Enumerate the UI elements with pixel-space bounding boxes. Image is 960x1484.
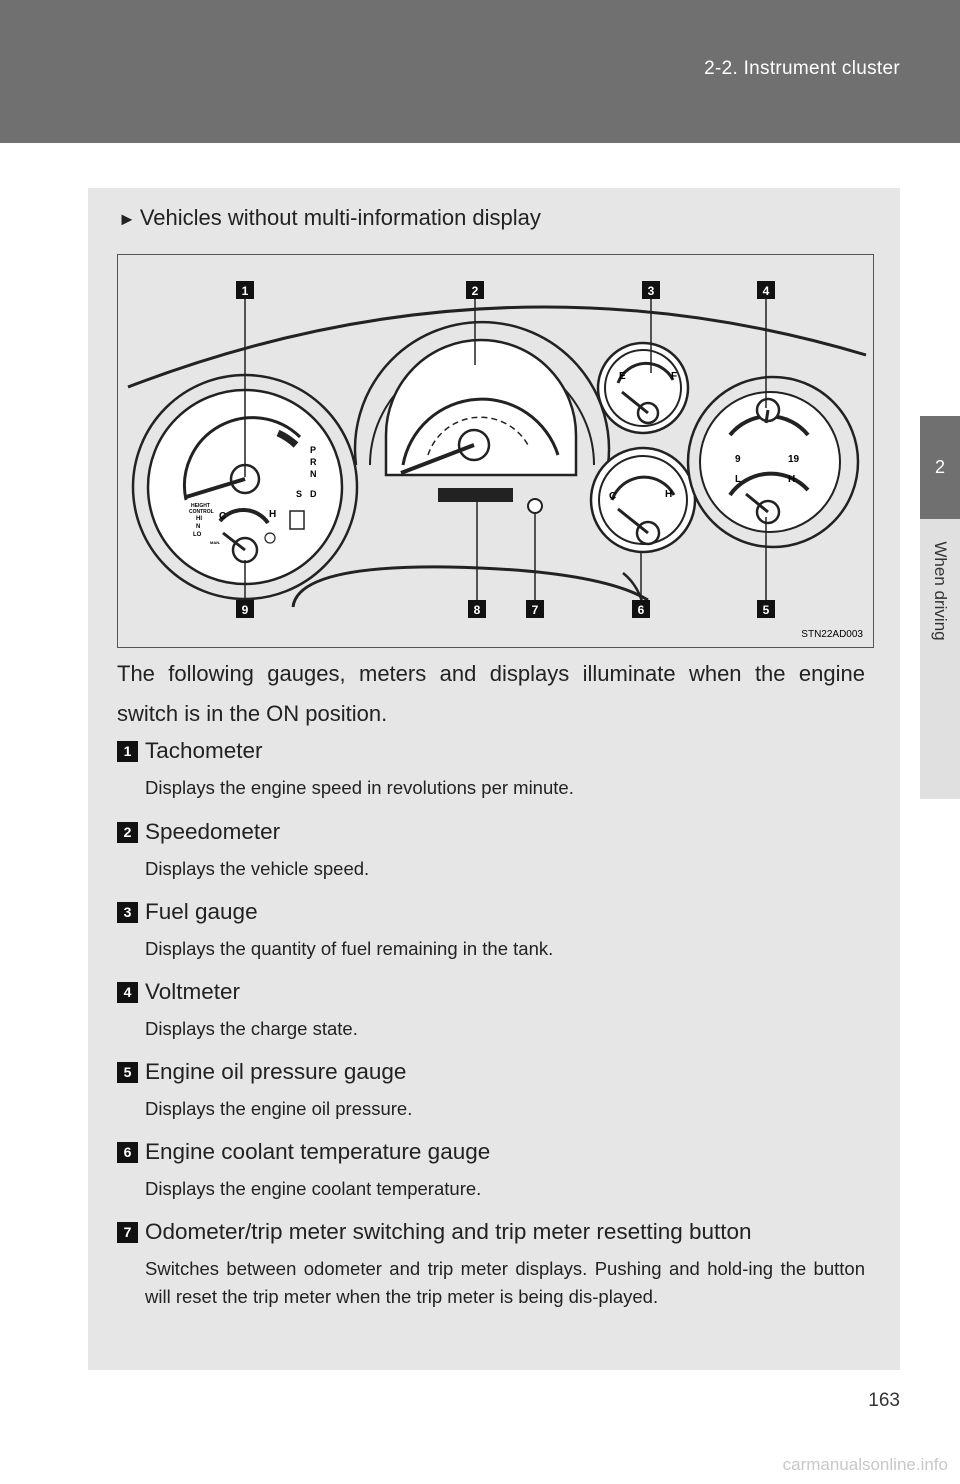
- item-title: Engine oil pressure gauge: [145, 1059, 407, 1084]
- svg-text:1: 1: [241, 284, 249, 298]
- item-description: Displays the vehicle speed.: [145, 858, 370, 879]
- chapter-tab-title[interactable]: [920, 519, 960, 799]
- item-description: Displays the engine speed in revolutions per minute.: [145, 777, 574, 798]
- fuel-full-label: F: [671, 371, 678, 382]
- gear-letter-d: D: [310, 489, 317, 499]
- item-title: Voltmeter: [145, 979, 241, 1004]
- coolant-cold-label: C: [609, 491, 617, 502]
- tacho-temp-hot: H: [269, 509, 277, 520]
- item-description: Displays the engine oil pressure.: [145, 1098, 413, 1119]
- item-number-badge: 7: [117, 1222, 138, 1243]
- svg-text:6: 6: [637, 603, 645, 617]
- item-title: Speedometer: [145, 819, 281, 844]
- item-title: Odometer/trip meter switching and trip meter resetting button: [145, 1219, 752, 1244]
- page-number: 163: [868, 1390, 900, 1411]
- item-title: Engine coolant temperature gauge: [145, 1139, 491, 1164]
- svg-text:4: 4: [762, 284, 770, 298]
- list-item: [117, 897, 865, 963]
- callout-8: [468, 600, 486, 618]
- item-description: Displays the charge state.: [145, 1018, 358, 1039]
- volt-low-label: 9: [735, 454, 741, 465]
- fuel-empty-label: E: [619, 371, 626, 382]
- voltmeter-oil-dial: [688, 377, 858, 547]
- oil-high-label: H: [788, 474, 796, 485]
- item-description: Switches between odometer and trip meter displays. Pushing and hold-ing the button will reset the trip meter when the trip meter is being dis-played.: [145, 1258, 865, 1307]
- figure-code: STN22AD003: [801, 629, 863, 640]
- instrument-cluster-figure: [117, 254, 874, 648]
- gear-letter-r: R: [310, 457, 317, 467]
- callout-2: [466, 281, 484, 299]
- section-title: 2-2. Instrument cluster: [704, 58, 900, 79]
- item-number-badge: 3: [117, 902, 138, 923]
- list-item: [117, 817, 865, 883]
- callout-4: [757, 281, 775, 299]
- callout-3: [642, 281, 660, 299]
- svg-text:7: 7: [531, 603, 539, 617]
- list-item: [117, 1057, 865, 1123]
- height-control-man: MAN.: [210, 540, 221, 545]
- item-number-badge: 5: [117, 1062, 138, 1083]
- coolant-gauge-dial: [591, 448, 695, 552]
- height-control-label-1: HEIGHT: [191, 503, 210, 509]
- svg-text:2: 2: [471, 284, 479, 298]
- callout-5: [757, 600, 775, 618]
- item-number-badge: 6: [117, 1142, 138, 1163]
- height-control-lo: LO: [193, 532, 202, 538]
- height-control-hi: HI: [196, 516, 202, 522]
- svg-text:8: 8: [473, 603, 481, 617]
- intro-heading: [118, 205, 541, 231]
- item-number-badge: 1: [117, 741, 138, 762]
- chapter-title: When driving: [931, 541, 950, 641]
- gear-letter-n: N: [310, 469, 317, 479]
- gear-letter-p: P: [310, 445, 317, 455]
- callout-7: [526, 600, 544, 618]
- svg-text:5: 5: [762, 603, 770, 617]
- svg-text:3: 3: [647, 284, 655, 298]
- svg-text:9: 9: [241, 603, 249, 617]
- list-item: [117, 736, 865, 802]
- gear-letter-s: S: [296, 489, 303, 499]
- list-item: [117, 977, 865, 1043]
- fuel-gauge-dial: [598, 343, 688, 433]
- chapter-tab-number[interactable]: 2: [920, 416, 960, 519]
- tacho-temp-cold: C: [219, 511, 227, 522]
- volt-high-label: 19: [788, 454, 800, 465]
- watermark: carmanualsonline.info: [782, 1455, 948, 1474]
- height-control-label-2: CONTROL: [189, 509, 214, 515]
- callout-9: [236, 600, 254, 618]
- callout-6: [632, 600, 650, 618]
- item-title: Fuel gauge: [145, 899, 258, 924]
- header-band: [0, 0, 960, 143]
- item-description: Displays the engine coolant temperature.: [145, 1178, 482, 1199]
- list-item: [117, 1137, 865, 1203]
- coolant-hot-label: H: [665, 489, 673, 500]
- item-number-badge: 2: [117, 822, 138, 843]
- triangle-marker-icon: ►: [118, 209, 136, 229]
- intro-text: Vehicles without multi-information display: [139, 205, 541, 230]
- height-control-n: N: [196, 524, 201, 530]
- speedometer-dial: [355, 322, 609, 513]
- item-number-badge: 4: [117, 982, 138, 1003]
- item-title: Tachometer: [145, 738, 263, 763]
- list-item: [117, 1217, 865, 1311]
- item-description: Displays the quantity of fuel remaining in the tank.: [145, 938, 554, 959]
- callout-1: [236, 281, 254, 299]
- oil-low-label: L: [735, 474, 742, 485]
- intro-paragraph: The following gauges, meters and displays illuminate when the engine switch is in the ON position.: [117, 661, 865, 726]
- instrument-cluster-illustration: [118, 255, 873, 647]
